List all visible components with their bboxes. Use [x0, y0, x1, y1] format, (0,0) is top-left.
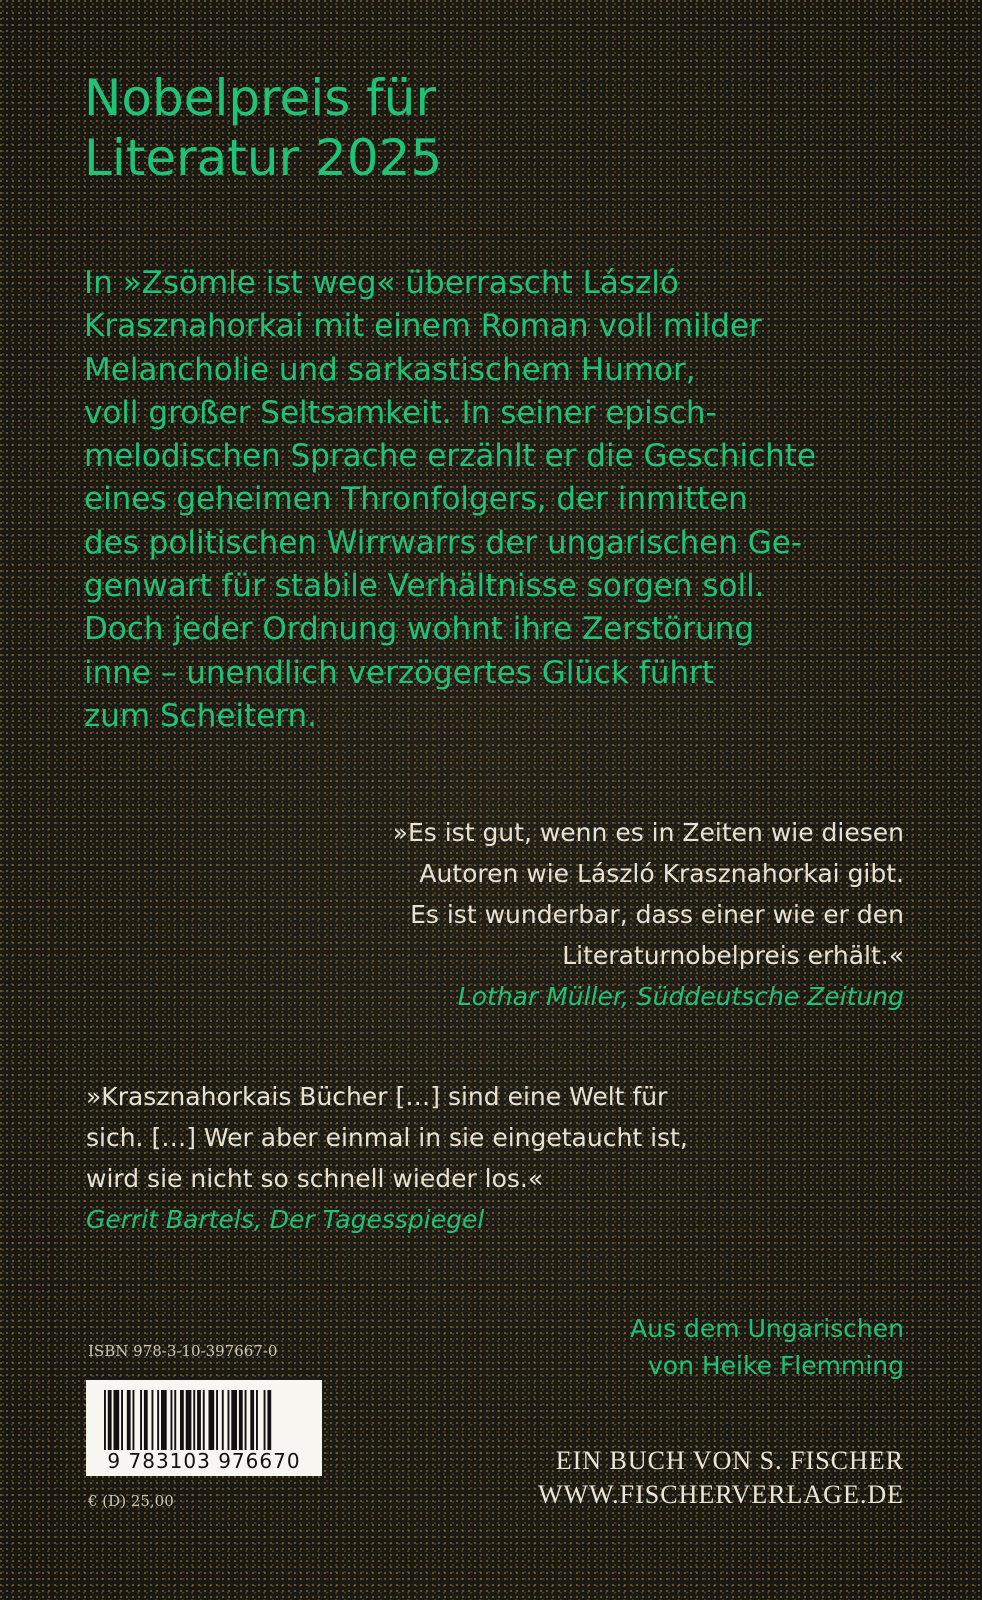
barcode-bar [256, 1390, 258, 1450]
price-label: € (D) 25,00 [88, 1492, 174, 1510]
barcode-bar [108, 1390, 112, 1450]
barcode-bar [197, 1390, 201, 1450]
blurb [84, 262, 944, 738]
quote-line: »Krasznahorkais Bücher […] sind eine Welt für [86, 1082, 668, 1111]
barcode-bar [245, 1390, 247, 1450]
publisher-imprint [404, 1444, 904, 1512]
blurb-line: voll großer Seltsamkeit. In seiner episch- [84, 394, 717, 431]
barcode-bar [180, 1390, 184, 1450]
blurb-line: eines geheimen Thronfolgers, der inmitten [84, 481, 748, 518]
barcode-bar [203, 1390, 205, 1450]
barcode-bar [250, 1390, 254, 1450]
barcode-bar [193, 1390, 195, 1450]
quote-line: sich. […] Wer aber einmal in sie eingetaucht ist, [86, 1123, 688, 1152]
barcode-bar [174, 1390, 176, 1450]
blurb-line: des politischen Wirrwarrs der ungarischen Ge- [84, 524, 803, 561]
publisher-line: WWW.FISCHERVERLAGE.DE [537, 1480, 904, 1509]
barcode-bar [133, 1390, 135, 1450]
quote-line: Autoren wie László Krasznahorkai gibt. [419, 859, 904, 888]
quote-line: wird sie nicht so schnell wieder los.« [86, 1164, 544, 1193]
review-quote-sueddeutsche [204, 812, 904, 1017]
quote-source: Lothar Müller, Süddeutsche Zeitung [457, 982, 904, 1011]
translator-credit [484, 1310, 904, 1384]
barcode-bar [267, 1390, 271, 1450]
blurb-line: genwart für stabile Verhältnisse sorgen soll. [84, 568, 765, 605]
blurb-line: Melancholie und sarkastischem Humor, [84, 351, 696, 388]
publisher-line: EIN BUCH VON S. FISCHER [555, 1446, 904, 1475]
barcode-bar [216, 1390, 218, 1450]
barcode-bar [114, 1390, 120, 1450]
review-quote-tagesspiegel [86, 1076, 806, 1240]
translator-line: von Heike Flemming [648, 1351, 904, 1380]
blurb-line: Doch jeder Ordnung wohnt ihre Zerstörung [84, 611, 755, 648]
translator-line: Aus dem Ungarischen [630, 1314, 904, 1343]
barcode [86, 1380, 322, 1476]
blurb-line: zum Scheitern. [84, 697, 317, 734]
barcode-bar [121, 1390, 123, 1450]
book-title [84, 68, 784, 188]
barcode-bar [140, 1390, 142, 1450]
barcode-bar [264, 1390, 266, 1450]
title-line: Literatur 2025 [84, 129, 443, 187]
barcode-bar [186, 1390, 192, 1450]
barcode-bar [157, 1390, 159, 1450]
barcode-digits: 9 783103 976670 [107, 1449, 301, 1473]
barcode-bar [209, 1390, 215, 1450]
blurb-line: inne – unendlich verzögertes Glück führt [84, 654, 715, 691]
barcode-bar [161, 1390, 167, 1450]
barcode-bar [231, 1390, 237, 1450]
barcode-bar [152, 1390, 154, 1450]
quote-source: Gerrit Bartels, Der Tagesspiegel [86, 1205, 485, 1234]
quote-line: »Es ist gut, wenn es in Zeiten wie diesen [392, 818, 904, 847]
title-line: Nobelpreis für [84, 69, 437, 127]
blurb-line: Krasznahorkai mit einem Roman voll milder [84, 308, 762, 345]
blurb-line: In »Zsömle ist weg« überrascht László [84, 265, 679, 301]
barcode-bar [171, 1390, 173, 1450]
barcode-bar [222, 1390, 224, 1450]
quote-line: Literaturnobelpreis erhält.« [562, 941, 904, 970]
barcode-bar [228, 1390, 230, 1450]
blurb-line: melodischen Sprache erzählt er die Geschichte [84, 438, 816, 475]
isbn-label: ISBN 978-3-10-397667-0 [88, 1342, 278, 1360]
barcode-bar [239, 1390, 243, 1450]
barcode-bar [127, 1390, 131, 1450]
quote-line: Es ist wunderbar, dass einer wie er den [410, 900, 904, 929]
barcode-bar [104, 1390, 106, 1450]
barcode-bar [144, 1390, 148, 1450]
